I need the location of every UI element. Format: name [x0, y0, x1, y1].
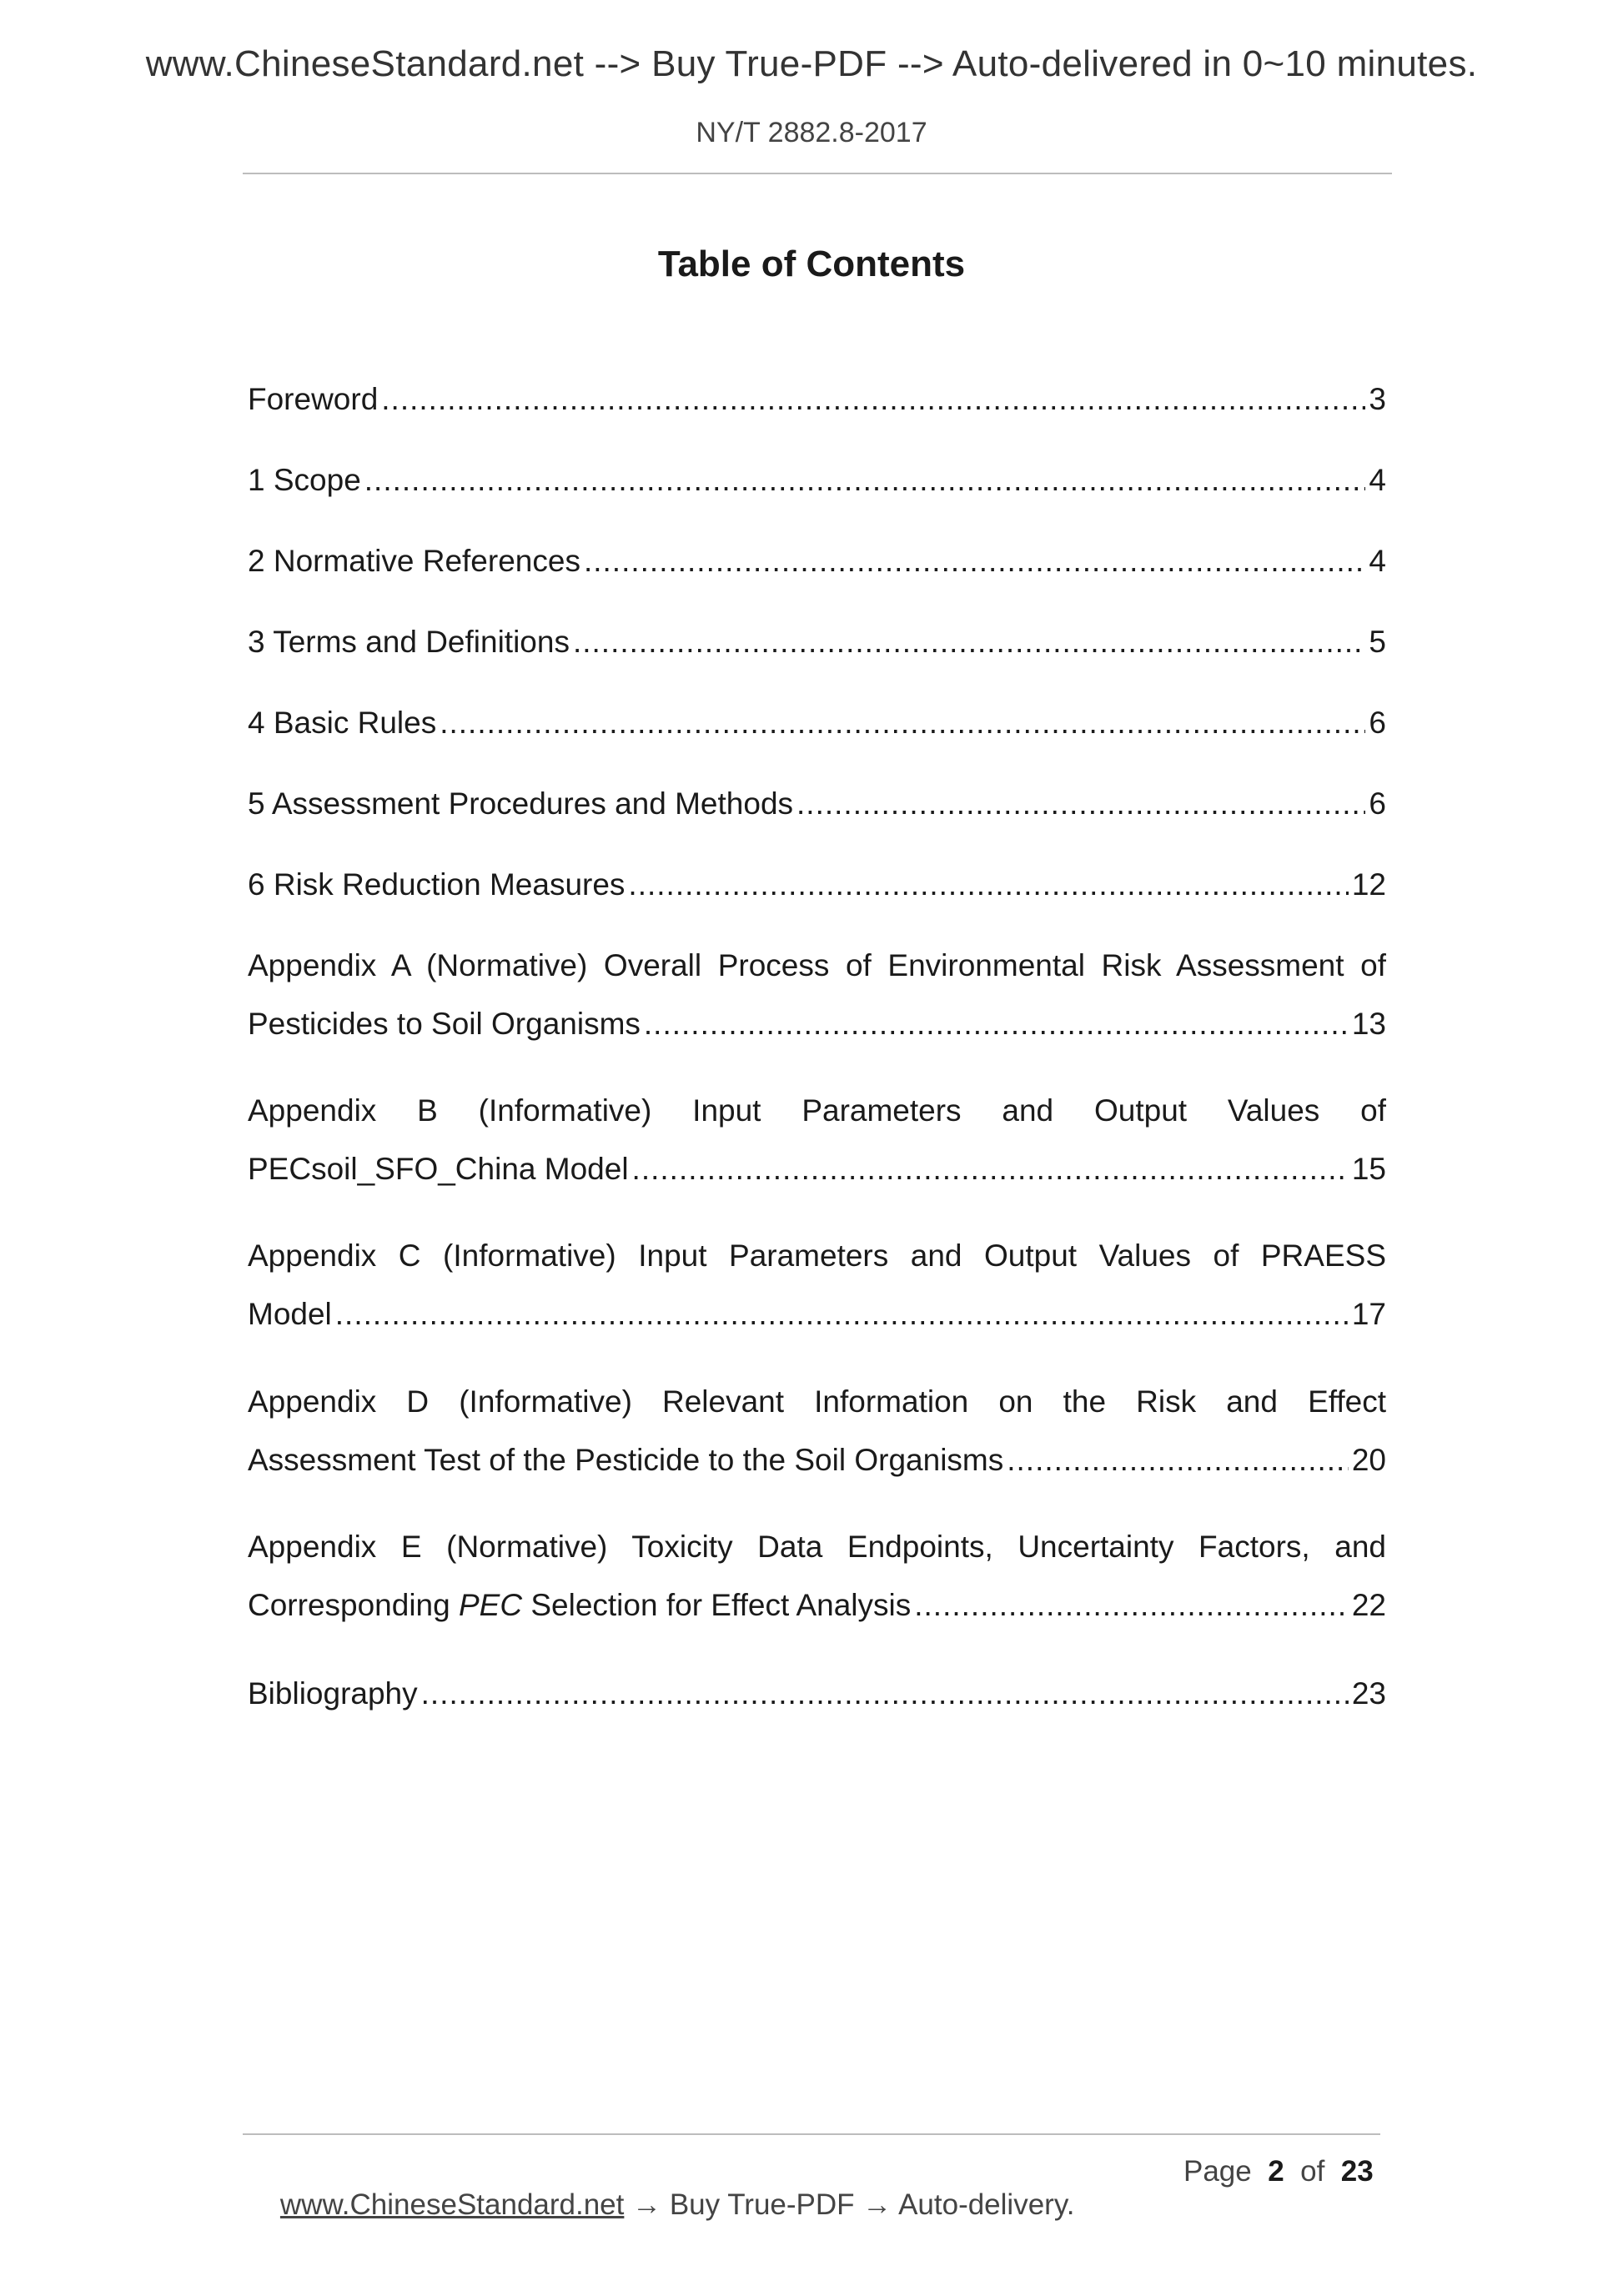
toc-entry-appendix-e[interactable]	[248, 1530, 1386, 1638]
toc-entry-appendix-b[interactable]	[248, 1093, 1386, 1202]
toc-page-number: 3	[1369, 382, 1386, 416]
dot-leader	[1007, 1443, 1349, 1478]
page-footer	[248, 2155, 1386, 2255]
header-divider	[243, 173, 1392, 174]
dot-leader	[584, 544, 1365, 579]
toc-entry-label: 4 Basic Rules	[248, 706, 437, 740]
toc-entry-label-line2: Pesticides to Soil Organisms	[248, 1007, 641, 1041]
toc-entry-label: 2 Normative References	[248, 544, 580, 578]
toc-page-number: 13	[1351, 1007, 1386, 1041]
label-text: Corresponding	[248, 1588, 459, 1622]
footer-website-link[interactable]: www.ChineseStandard.net	[279, 2188, 625, 2221]
toc-entry-label-line1: Appendix A (Normative) Overall Process of Environmental Risk Assessment of	[248, 948, 1386, 982]
page-indicator	[1183, 2155, 1374, 2188]
toc-entry-terms-definitions[interactable]	[248, 625, 1386, 666]
toc-entry-label-line1: Appendix C (Informative) Input Parameters and Output Values of PRAESS	[248, 1238, 1386, 1273]
toc-entry-label: Bibliography	[248, 1676, 418, 1711]
toc-entry-appendix-c[interactable]	[248, 1238, 1386, 1347]
footer-divider	[243, 2133, 1380, 2135]
toc-entry-label-line1: Appendix E (Normative) Toxicity Data Endpoints, Uncertainty Factors, and	[248, 1530, 1386, 1564]
toc-entry-label: Foreword	[248, 382, 379, 416]
current-page: 2	[1268, 2155, 1284, 2188]
dot-leader	[381, 382, 1365, 417]
toc-entry-assessment-procedures[interactable]	[248, 786, 1386, 828]
toc-title: Table of Contents	[657, 244, 966, 284]
toc-entry-bibliography[interactable]	[248, 1676, 1386, 1718]
toc-page-number: 4	[1369, 463, 1386, 497]
dot-leader	[335, 1297, 1349, 1332]
toc-entry-label-line2: PECsoil_SFO_China Model	[248, 1152, 629, 1186]
toc-page-number: 20	[1351, 1443, 1386, 1477]
toc-entry-label-line2	[248, 1588, 911, 1623]
top-banner: www.ChineseStandard.net --> Buy True-PDF --> Auto-delivered in 0~10 minutes.	[145, 43, 1478, 84]
toc-entry-scope[interactable]	[248, 463, 1386, 505]
dot-leader	[914, 1588, 1349, 1623]
toc-entry-label: 3 Terms and Definitions	[248, 625, 570, 659]
page-of-label: of	[1300, 2155, 1325, 2188]
toc-page-number: 15	[1351, 1152, 1386, 1186]
toc-entry-label: 6 Risk Reduction Measures	[248, 867, 626, 902]
toc-page-number: 12	[1351, 867, 1386, 902]
toc-page-number: 4	[1369, 544, 1386, 578]
toc-entry-normative-references[interactable]	[248, 544, 1386, 585]
label-text: Selection for Effect Analysis	[522, 1588, 912, 1622]
toc-entry-appendix-a[interactable]	[248, 948, 1386, 1057]
dot-leader	[421, 1676, 1349, 1711]
page-label: Page	[1183, 2155, 1252, 2188]
toc-page-number: 22	[1351, 1588, 1386, 1622]
dot-leader	[364, 463, 1366, 498]
toc-entry-label-line1: Appendix B (Informative) Input Parameters and Output Values of	[248, 1093, 1386, 1128]
toc-entry-label: 5 Assessment Procedures and Methods	[248, 786, 794, 821]
toc-entry-label-line2: Assessment Test of the Pesticide to the Soil Organisms	[248, 1443, 1004, 1477]
toc-entry-label-line1: Appendix D (Informative) Relevant Information on the Risk and Effect	[248, 1384, 1386, 1419]
toc-page-number: 6	[1369, 786, 1386, 821]
toc-page-number: 6	[1369, 706, 1386, 740]
pec-term: PEC	[458, 1588, 523, 1622]
toc-entry-label: 1 Scope	[248, 463, 361, 497]
dot-leader	[440, 706, 1365, 741]
dot-leader	[632, 1152, 1349, 1187]
toc-page-number: 17	[1351, 1297, 1386, 1331]
toc-entry-risk-reduction[interactable]	[248, 867, 1386, 909]
dot-leader	[573, 625, 1365, 660]
toc-page-number: 5	[1369, 625, 1386, 659]
toc-entry-label-line2: Model	[248, 1297, 332, 1331]
dot-leader	[628, 867, 1348, 902]
footer-tagline: → Buy True-PDF → Auto-delivery.	[624, 2188, 1075, 2221]
toc-entry-basic-rules[interactable]	[248, 706, 1386, 747]
toc-entry-appendix-d[interactable]	[248, 1384, 1386, 1493]
dot-leader	[796, 786, 1365, 821]
total-pages: 23	[1340, 2155, 1374, 2188]
document-code: NY/T 2882.8-2017	[696, 117, 927, 148]
toc-page-number: 23	[1351, 1676, 1386, 1711]
dot-leader	[644, 1007, 1349, 1042]
toc-entry-foreword[interactable]	[248, 382, 1386, 424]
